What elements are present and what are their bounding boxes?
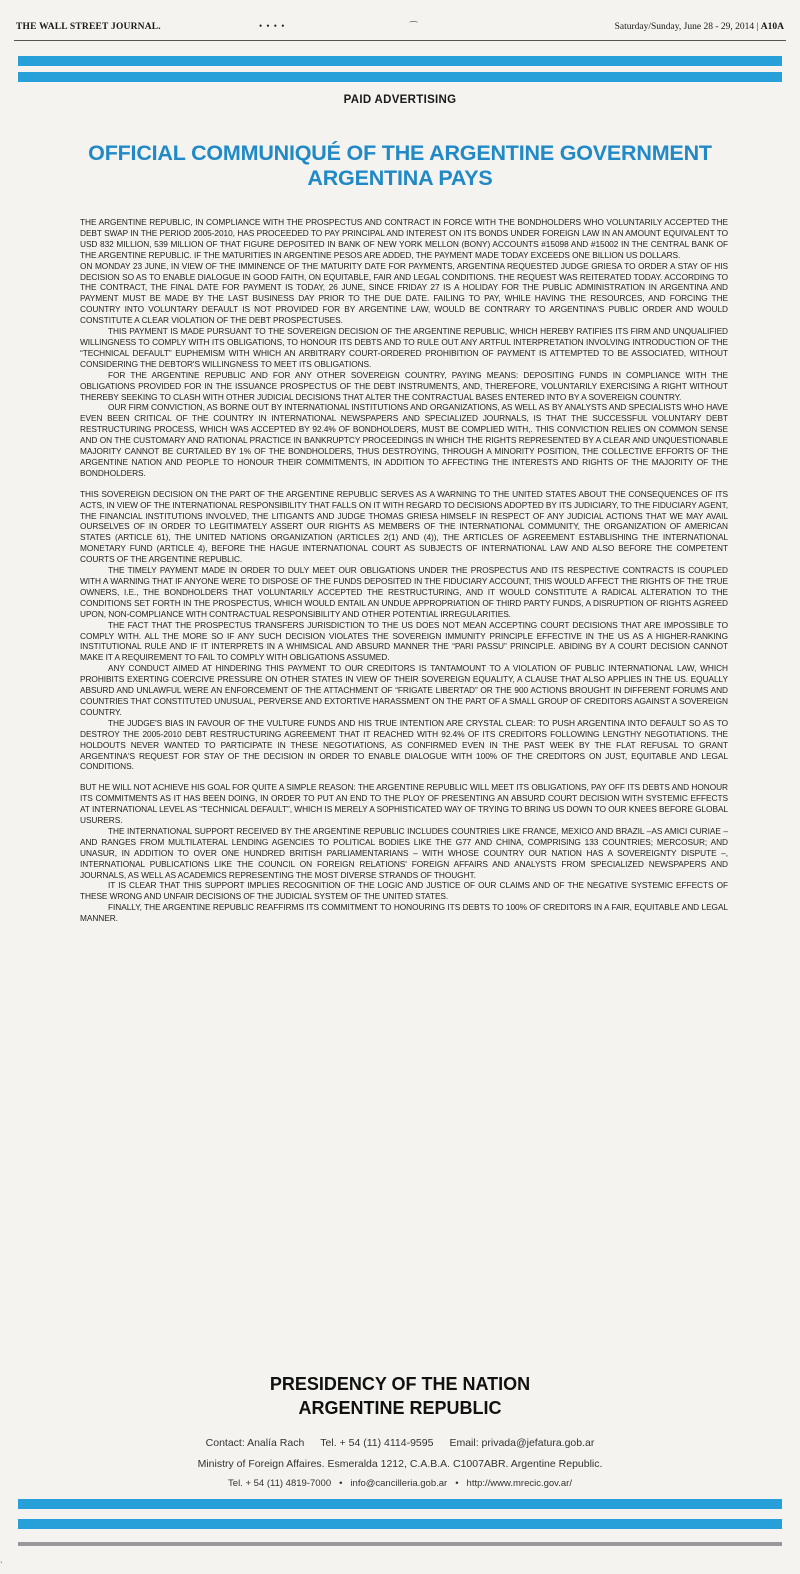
paragraph: THE ARGENTINE REPUBLIC, IN COMPLIANCE WITH THE PROSPECTUS AND CONTRACT IN FORCE WITH THE BONDHOLDERS WHO VOLUNTARILY ACCEPTED THE DEBT SWAP IN THE PERIOD 2005-2010, HAS PROCEEDED TO PAY PRINCIPAL AND INTEREST ON ITS BONDS UNDER FOREIGN LAW IN AN AMOUNT EQUIVALENT TO USD 832 MILLION, 539 MILLION OF THAT FIGURE DEPOSITED IN BANK OF NEW YORK MELLON (BONY) ACCOUNTS #15098 AND #15002 IN THE CENTRAL BANK OF THE ARGENTINE REPUBLIC. IF THE MATURITIES IN ARGENTINE PESOS ARE ADDED, THE PAYMENT MADE TODAY EXCEEDS ONE BILLION US DOLLARS. bbox=[80, 217, 728, 260]
paragraph: THE INTERNATIONAL SUPPORT RECEIVED BY THE ARGENTINE REPUBLIC INCLUDES COUNTRIES LIKE FRANCE, MEXICO AND BRAZIL –AS AMICI CURIAE – AND RANGES FROM MULTILATERAL LENDING AGENCIES TO POLITICAL BODIES LIKE THE G77 AND CHINA, COMPRISING 133 COUNTRIES; MERCOSUR; AND UNASUR, IN ADDITION TO OVER ONE HUNDRED BRITISH PARLIAMENTARIANS – WITH WHOSE COUNTRY OUR NATION HAS A SOVEREIGNTY DISPUTE –, INTERNATIONAL PUBLICATIONS LIKE THE COUNCIL ON FOREIGN RELATIONS' FOREIGN AFFAIRS AND ANALYSTS FROM SPECIALIZED NEWSPAPERS AND JOURNALS, AS WELL AS ACADEMICS REPRESENTING THE MOST DIVERSE STRANDS OF THOUGHT. bbox=[80, 825, 728, 880]
page-number: A10A bbox=[760, 22, 784, 32]
publication-name: THE WALL STREET JOURNAL. bbox=[16, 22, 161, 32]
paid-advertising-label: PAID ADVERTISING bbox=[343, 94, 457, 106]
ministry-phone: Tel. + 54 (11) 4819-7000 bbox=[228, 1478, 332, 1489]
ministry-address: Ministry of Foreign Affaires. Esmeralda 1212, C.A.B.A. C1007ABR. Argentine Republic. bbox=[197, 1458, 603, 1470]
issue-date-page bbox=[615, 22, 784, 32]
paragraph: IT IS CLEAR THAT THIS SUPPORT IMPLIES RECOGNITION OF THE LOGIC AND JUSTICE OF OUR CLAIMS AND OF THE NEGATIVE SYSTEMIC EFFECTS OF THESE WRONG AND UNFAIR DECISIONS OF THE JUDICIAL SYSTEM OF THE UNITED STATES. bbox=[80, 880, 728, 902]
paragraph: ON MONDAY 23 JUNE, IN VIEW OF THE IMMINENCE OF THE MATURITY DATE FOR PAYMENTS, ARGENTINA REQUESTED JUDGE GRIESA TO ORDER A STAY OF HIS DECISION SO AS TO ENABLE DIALOGUE IN GOOD FAITH, ON EQUITABLE, FAIR AND LEGAL CONDITIONS. THE REQUEST WAS REITERATED TODAY. ACCORDING TO THE CONTRACT, THE FINAL DATE FOR PAYMENT IS TODAY, 26 JUNE, SINCE FRIDAY 27 IS A HOLIDAY FOR THE PUBLIC ADMINISTRATION IN ARGENTINA AND PAYMENT MUST BE MADE BY THE LAST BUSINESS DAY PRIOR TO THE DUE DATE. FAILING TO PAY, WHILE HAVING THE RESOURCES, AND FORCING THE COUNTRY INTO VOLUNTARY DEFAULT IS NOT PROVIDED FOR BY ARGENTINE LAW, WOULD BE CONTRARY TO ARGENTINA'S PUBLIC ORDER AND WOULD CONSTITUTE A CLEAR VIOLATION OF THE DEBT PROSPECTUSES. bbox=[80, 260, 728, 326]
bottom-blue-band bbox=[18, 1499, 782, 1509]
headline-line-2: ARGENTINA PAYS bbox=[307, 166, 493, 190]
bullet-separator: • bbox=[339, 1478, 343, 1489]
signature-line-1: PRESIDENCY OF THE NATION bbox=[269, 1374, 531, 1394]
contact-phone: Tel. + 54 (11) 4114-9595 bbox=[320, 1437, 434, 1449]
paragraph: THIS SOVEREIGN DECISION ON THE PART OF THE ARGENTINE REPUBLIC SERVES AS A WARNING TO THE UNITED STATES ABOUT THE CONSEQUENCES OF ITS ACTS, IN VIEW OF THE INTERNATIONAL RESPONSIBILITY THAT FALLS ON IT WITH REGARD TO DECISIONS ADOPTED BY ITS JUDICIARY, TO THE FIDUCIARY AGENT, THE FINANCIAL INSTITUTIONS INVOLVED, THE LITIGANTS AND JUDGE THOMAS GRIESA HIMSELF IN RESPECT OF ANY JUDICIAL ACTIONS THAT WE MAY AVAIL OURSELVES OF IN ORDER TO LEGITIMATELY ASSERT OUR RIGHTS AS MEMBERS OF THE INTERNATIONAL COMMUNITY, THE ORGANIZATION OF AMERICAN STATES (ARTICLE 61), THE UNITED NATIONS ORGANIZATION (ARTICLES 2(1) AND (4)), THE ARTICLES OF AGREEMENT ESTABLISHING THE INTERNATIONAL MONETARY FUND (ARTICLE 4), BEFORE THE HAGUE INTERNATIONAL COURT AS SUBJECTS OF INTERNATIONAL LAW AND ALSO BEFORE THE COMPETENT COURTS OF THE ARGENTINE REPUBLIC. bbox=[80, 488, 728, 565]
headline bbox=[20, 141, 780, 191]
paragraph: FINALLY, THE ARGENTINE REPUBLIC REAFFIRMS ITS COMMITMENT TO HONOURING ITS DEBTS TO 100% OF CREDITORS IN A FAIR, EQUITABLE AND LEGAL MANNER. bbox=[80, 902, 728, 924]
paragraph: FOR THE ARGENTINE REPUBLIC AND FOR ANY OTHER SOVEREIGN COUNTRY, PAYING MEANS: DEPOSITING FUNDS IN COMPLIANCE WITH THE OBLIGATIONS PROVIDED FOR IN THE ISSUANCE PROSPECTUS OF THE DEBT INSTRUMENTS, AND, THEREFORE, VOLUNTARILY EXERCISING A RIGHT WITHOUT THEREBY SEEKING TO CLASH WITH OTHER JUDICIAL DECISIONS THAT ALTER THE CONTRACTUAL BASES ENTERED INTO BY A SOVEREIGN COUNTRY. bbox=[80, 369, 728, 402]
edition-dots: • • • • bbox=[259, 21, 286, 31]
top-blue-band-secondary bbox=[18, 72, 782, 82]
paragraph: OUR FIRM CONVICTION, AS BORNE OUT BY INTERNATIONAL INSTITUTIONS AND ORGANIZATIONS, AS WELL AS BY ANALYSTS AND SPECIALISTS WHO HAVE EVEN BEEN CRITICAL OF THE COUNTRY IN INTERNATIONAL NEWSPAPERS AND SPECIALIZED JOURNALS, IS THAT THE SUCCESSFUL VOLUNTARY DEBT RESTRUCTURING PROCESS, WHICH WAS ACCEPTED BY 92.4% OF BONDHOLDERS, MUST BE COMPLIED WITH,. THIS CONVICTION RELIES ON COMMON SENSE AND ON THE CUSTOMARY AND RATIONAL PRACTICE IN BANKRUPTCY PROCEEDINGS IN WHICH THE RIGHTS REPRESENTED BY A CLEAR AND UNQUESTIONABLE MAJORITY CANNOT BE CURTAILED BY 1% OF THE BONDHOLDERS, THUS DESTROYING, THROUGH A MINORITY POSITION, THE COLLECTIVE EFFORTS OF THE ARGENTINE NATION AND PEOPLE TO HONOUR THEIR COMMITMENTS, IN ADDITION TO AFFECTING THE INTERESTS AND RIGHTS OF THE MAJORITY OF THE BONDHOLDERS. bbox=[80, 402, 728, 478]
contact-line bbox=[0, 1437, 800, 1449]
bottom-gray-rule bbox=[18, 1542, 782, 1546]
paragraph: BUT HE WILL NOT ACHIEVE HIS GOAL FOR QUITE A SIMPLE REASON: THE ARGENTINE REPUBLIC WILL MEET ITS OBLIGATIONS, PAY OFF ITS DEBTS AND HONOUR ITS COMMITMENTS AS IT HAS BEEN DOING, IN ORDER TO PUT AN END TO THE PLOY OF PRESENTING AN ABSURD COURT DECISION WITH SYSTEMIC EFFECTS AT INTERNATIONAL LEVEL AS “TECHNICAL DEFAULT”, WHICH IS MERELY A SOPHISTICATED WAY OF TRYING TO BRING US DOWN TO OUR KNEES BEFORE GLOBAL USURERS. bbox=[80, 782, 728, 826]
corner-mark: ˎ bbox=[0, 1553, 3, 1563]
issue-date: Saturday/Sunday, June 28 - 29, 2014 bbox=[614, 22, 755, 32]
paragraph: THE FACT THAT THE PROSPECTUS TRANSFERS JURISDICTION TO THE US DOES NOT MEAN ACCEPTING COURT DECISIONS THAT ARE IMPOSSIBLE TO COMPLY WITH. ALL THE MORE SO IF ANY SUCH DECISION VIOLATES THE SOVEREIGN IMMUNITY PRINCIPLE EFFECTIVE IN THE US AS A HIGHER-RANKING INSTITUTIONAL RULE AND IF IT INTERPRETS IN A WHIMSICAL AND ABSURD MANNER THE “PARI PASSU” PRINCIPLE. ABIDING BY A COURT DECISION CANNOT MAKE IT A REQUIREMENT TO FAIL TO COMPLY WITH OBLIGATIONS ASSUMED. bbox=[80, 619, 728, 663]
paragraph: THE JUDGE'S BIAS IN FAVOUR OF THE VULTURE FUNDS AND HIS TRUE INTENTION ARE CRYSTAL CLEAR: TO PUSH ARGENTINA INTO DEFAULT SO AS TO DESTROY THE 2005-2010 DEBT RESTRUCTURING AGREEMENT THAT IT REACHED WITH 92.4% OF ITS CREDITORS FOLLOWING LENGTHY NEGOTIATIONS. THE HOLDOUTS NEVER WANTED TO PARTICIPATE IN THESE NEGOTIATIONS, AS CONFIRMED EVEN IN THE PAST WEEK BY THE FLAT REFUSAL TO GRANT ARGENTINA'S REQUEST FOR STAY OF THE DECISION IN ORDER TO ENABLE DIALOGUE WITH 100% OF THE CREDITORS ON JUST, EQUITABLE AND LEGAL CONDITIONS. bbox=[80, 717, 728, 772]
bullet-separator: • bbox=[455, 1478, 459, 1489]
signature-line-2: ARGENTINE REPUBLIC bbox=[298, 1398, 502, 1418]
ministry-website: http://www.mrecic.gov.ar/ bbox=[466, 1478, 572, 1489]
bottom-blue-band-secondary bbox=[18, 1519, 782, 1529]
paragraph: THE TIMELY PAYMENT MADE IN ORDER TO DULY MEET OUR OBLIGATIONS UNDER THE PROSPECTUS AND ITS RESPECTIVE CONTRACTS IS COUPLED WITH A WARNING THAT IF ANYONE WERE TO DISPOSE OF THE FUNDS DEPOSITED IN THE FIDUCIARY ACCOUNT, THIS WOULD AFFECT THE RIGHTS OF THE TRUE OWNERS, I.E., THE BONDHOLDERS THAT VOLUNTARILY ACCEPTED THE RESTRUCTURING, AND IT WOULD CONSTITUTE A RADICAL ALTERATION TO THE CONDITIONS SET FORTH IN THE PROSPECTUS, WHICH WOULD ENTAIL AN UNDUE APPROPRIATION OF THIRD PARTY FUNDS, A DISRUPTION OF RIGHTS AGREED UPON, NON-COMPLIANCE WITH CONTRACTUAL RESPONSIBILITY AND OTHER POTENTIAL IRREGULARITIES. bbox=[80, 565, 728, 619]
date-divider: | bbox=[756, 22, 759, 32]
ministry-contact-line bbox=[0, 1478, 800, 1489]
signature-block bbox=[0, 1372, 800, 1420]
ministry-email: info@cancilleria.gob.ar bbox=[350, 1478, 448, 1489]
contact-name: Contact: Analía Rach bbox=[205, 1437, 305, 1449]
headline-line-1: OFFICIAL COMMUNIQUÉ OF THE ARGENTINE GOVERNMENT bbox=[88, 141, 712, 165]
paragraph: ANY CONDUCT AIMED AT HINDERING THIS PAYMENT TO OUR CREDITORS IS TANTAMOUNT TO A VIOLATION OF PUBLIC INTERNATIONAL LAW, WHICH PROHIBITS EXERTING COERCIVE PRESSURE ON OTHER STATES IN VIEW OF THEIR SOVEREIGN EQUALITY, A CLAUSE THAT ALSO APPLIES IN THE US. EQUALLY ABSURD AND UNLAWFUL WERE AN ENFORCEMENT OF THE ATTACHMENT OF “FRIGATE LIBERTAD” OR THE 900 ACTIONS BROUGHT IN DIFFERENT FORUMS AND COUNTRIES THAT CONSTITUTED UNUSUAL, PERVERSE AND EXTORTIVE HARASSMENT ON THE PART OF A SMALL GROUP OF CREDITORS AGAINST A SOVEREIGN COUNTRY. bbox=[80, 663, 728, 717]
top-blue-band bbox=[18, 56, 782, 66]
paragraph: THIS PAYMENT IS MADE PURSUANT TO THE SOVEREIGN DECISION OF THE ARGENTINE REPUBLIC, WHICH HEREBY RATIFIES ITS FIRM AND UNQUALIFIED WILLINGNESS TO COMPLY WITH ITS OBLIGATIONS, TO HONOUR ITS DEBTS AND TO RULE OUT ANY ARTFUL INTERPRETATION INVOLVING INTRODUCTION OF THE “TECHNICAL DEFAULT” EUPHEMISM WITH WHICH AN ARBITRARY COURT-ORDERED PROHIBITION OF PAYMENT IS ATTEMPTED TO BE ASSOCIATED, WITHOUT CONSIDERING THE DEBTOR'S WILLINGNESS TO MEET ITS OBLIGATIONS. bbox=[80, 326, 728, 369]
communique-body bbox=[80, 217, 728, 924]
newspaper-masthead bbox=[14, 18, 786, 41]
masthead-mark: ⁀ bbox=[410, 21, 418, 31]
contact-email: Email: privada@jefatura.gob.ar bbox=[449, 1437, 595, 1449]
